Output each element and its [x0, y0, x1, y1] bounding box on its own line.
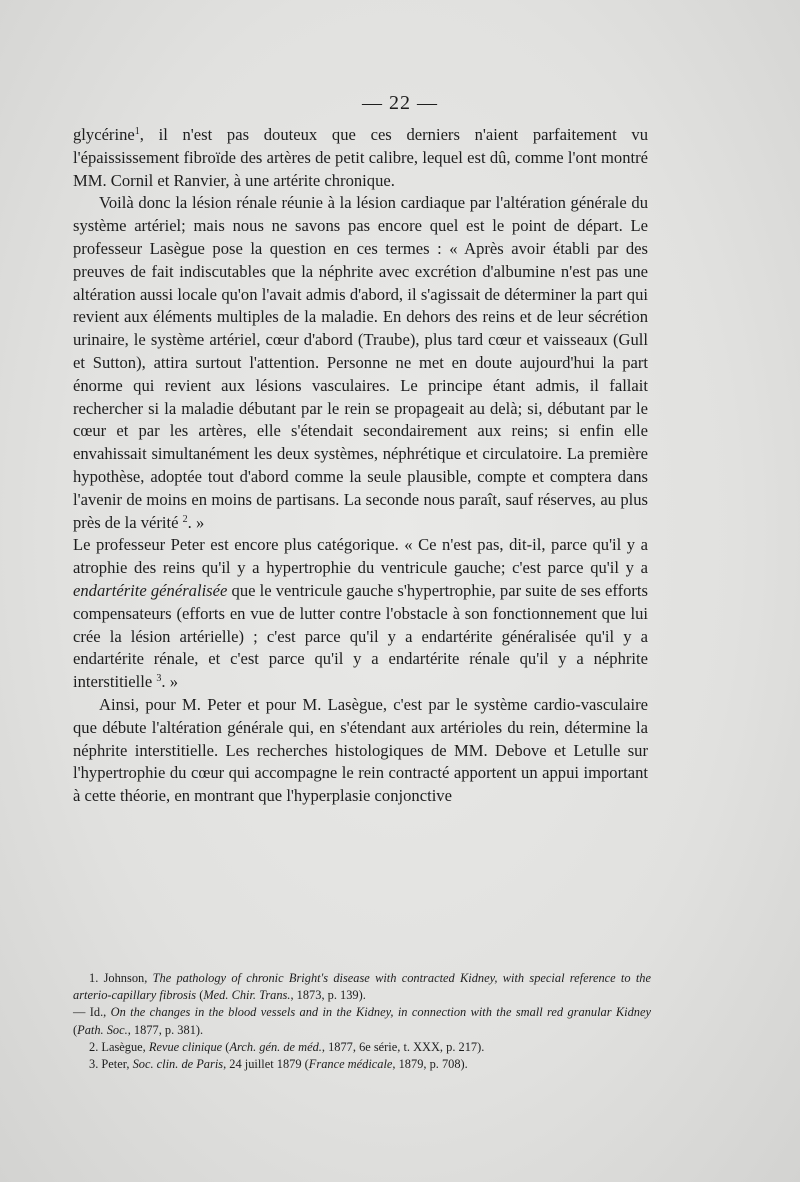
footnote-1b-paren: (	[73, 1022, 78, 1037]
paragraph-2-end: . »	[187, 512, 205, 532]
footnote-ref-2: 2	[182, 513, 188, 525]
footnote-2-author: Lasègue,	[101, 1039, 146, 1054]
footnotes	[73, 970, 651, 1073]
footnote-1-journal: Med. Chir. Trans.	[203, 988, 291, 1003]
footnote-3-author: Peter,	[101, 1057, 130, 1072]
footnote-ref-1: 1	[134, 126, 140, 137]
paragraph-1-rest: , il n'est pas douteux que ces derniers n'aient parfaitement vu l'épaississement fibroïde des artères de petit calibre, lequel est dû, comme l'ont montré MM. Cornil et Ranvier, à une artérite chronique.	[73, 125, 648, 190]
footnote-2-paren: (	[225, 1039, 230, 1054]
footnote-2	[73, 1039, 651, 1056]
footnote-1-tail: , 1873, p. 139).	[290, 988, 366, 1003]
body-text	[73, 124, 648, 808]
footnote-1b-title: On the changes in the blood vessels and in the Kidney, in connection with the small red granular Kidney	[110, 1005, 651, 1020]
footnote-2-journal: Revue clinique	[148, 1039, 223, 1054]
paragraph-3	[73, 534, 648, 694]
footnote-3-tail: , 1879, p. 708).	[392, 1057, 468, 1072]
footnote-1b-lead: — Id.,	[73, 1005, 107, 1020]
footnote-1	[73, 970, 651, 1004]
paragraph-1	[73, 124, 648, 192]
paragraph-2-text: Voilà donc la lésion rénale réunie à la lésion cardiaque par l'altération générale du système artériel; mais nous ne savons pas encore quel est le point de départ. Le professeur Lasègue pose la question en ces termes : « Après avoir établi par des preuves de fait indiscutables que la néphrite avec excrétion d'albumine n'est pas une altération aussi locale qu'on l'avait admis d'abord, il s'agissait de déterminer la part qui revient aux éléments multiples de la maladie. En dehors des reins et de leur sécrétion urinaire, le système artériel, cœur d'abord (Traube), plus tard cœur et vaisseaux (Gull et Sutton), attira surtout l'attention. Personne ne met en doute aujourd'hui la part énorme qui revient aux lésions vasculaires. Le principe étant admis, il fallait rechercher si la maladie débutant par le rein se propageait au delà; si, débutant par le cœur et par les artères, elle s'étendait secondairement aux reins; si enfin elle envahissait simultanément les deux systèmes, néphrétique et circulatoire. La première hypothèse, adoptée tout d'abord comme la seule plausible, compte et comptera dans l'avenir de moins en moins de partisans. La seconde nous paraît, sauf réserves, au plus près de la vérité	[73, 193, 648, 532]
footnote-1b	[73, 1004, 651, 1038]
footnote-3-journal: France médicale	[308, 1057, 393, 1072]
paragraph-3-middle: que le ventricule gauche s'hypertrophie, par suite de ses efforts compensateurs (efforts en vue de lutter contre l'obstacle à son fonctionnement que lui crée la lésion artérielle) ; c'est parce qu'il y a endartérite généralisée qu'il y a endartérite rénale, et c'est parce qu'il y a endartérite rénale qu'il y a néphrite interstitielle	[73, 580, 648, 692]
footnote-1-author: Johnson,	[103, 971, 148, 985]
paragraph-3-end: . »	[161, 672, 179, 692]
footnote-2-number: 2.	[89, 1039, 99, 1054]
paragraph-1-start: glycérine	[73, 125, 135, 144]
footnote-3-source: Soc. clin. de Paris	[132, 1057, 224, 1072]
footnote-3-number: 3.	[89, 1057, 99, 1072]
footnote-1-number: 1.	[89, 971, 99, 985]
footnote-1b-journal: Path. Soc.	[77, 1022, 128, 1037]
paragraph-2	[73, 192, 648, 534]
emphasis-endarterite: endartérite généralisée	[73, 580, 228, 600]
page-number: — 22 —	[362, 92, 438, 114]
footnote-1-paren: (	[199, 988, 204, 1003]
footnote-2-source: Arch. gén. de méd.	[229, 1039, 322, 1054]
footnote-2-tail: , 1877, 6e série, t. XXX, p. 217).	[321, 1039, 485, 1054]
footnote-1-title: The pathology of chronic Bright's disease with contracted Kidney, with special reference to the arterio-capillary fibrosis	[73, 971, 651, 1003]
footnote-3	[73, 1056, 651, 1073]
paragraph-4: Ainsi, pour M. Peter et pour M. Lasègue, c'est par le système cardio-vasculaire que débute l'altération générale qui, en s'étendant aux artérioles du rein, détermine la néphrite interstitielle. Les recherches histologiques de MM. Debove et Letulle sur l'hypertrophie du cœur qui accompagne le rein contracté apportent un appui important à cette théorie, en montrant que l'hyperplasie conjonctive	[73, 694, 648, 806]
footnote-1b-tail: , 1877, p. 381).	[127, 1022, 204, 1037]
footnote-ref-3: 3	[156, 673, 162, 685]
footnote-3-mid: , 24 juillet 1879 (	[223, 1057, 309, 1072]
paragraph-3-start: Le professeur Peter est encore plus catégorique. « Ce n'est pas, dit-il, parce qu'il y a atrophie des reins qu'il y a hypertrophie du ventricule gauche; c'est parce qu'il y a	[73, 535, 648, 578]
